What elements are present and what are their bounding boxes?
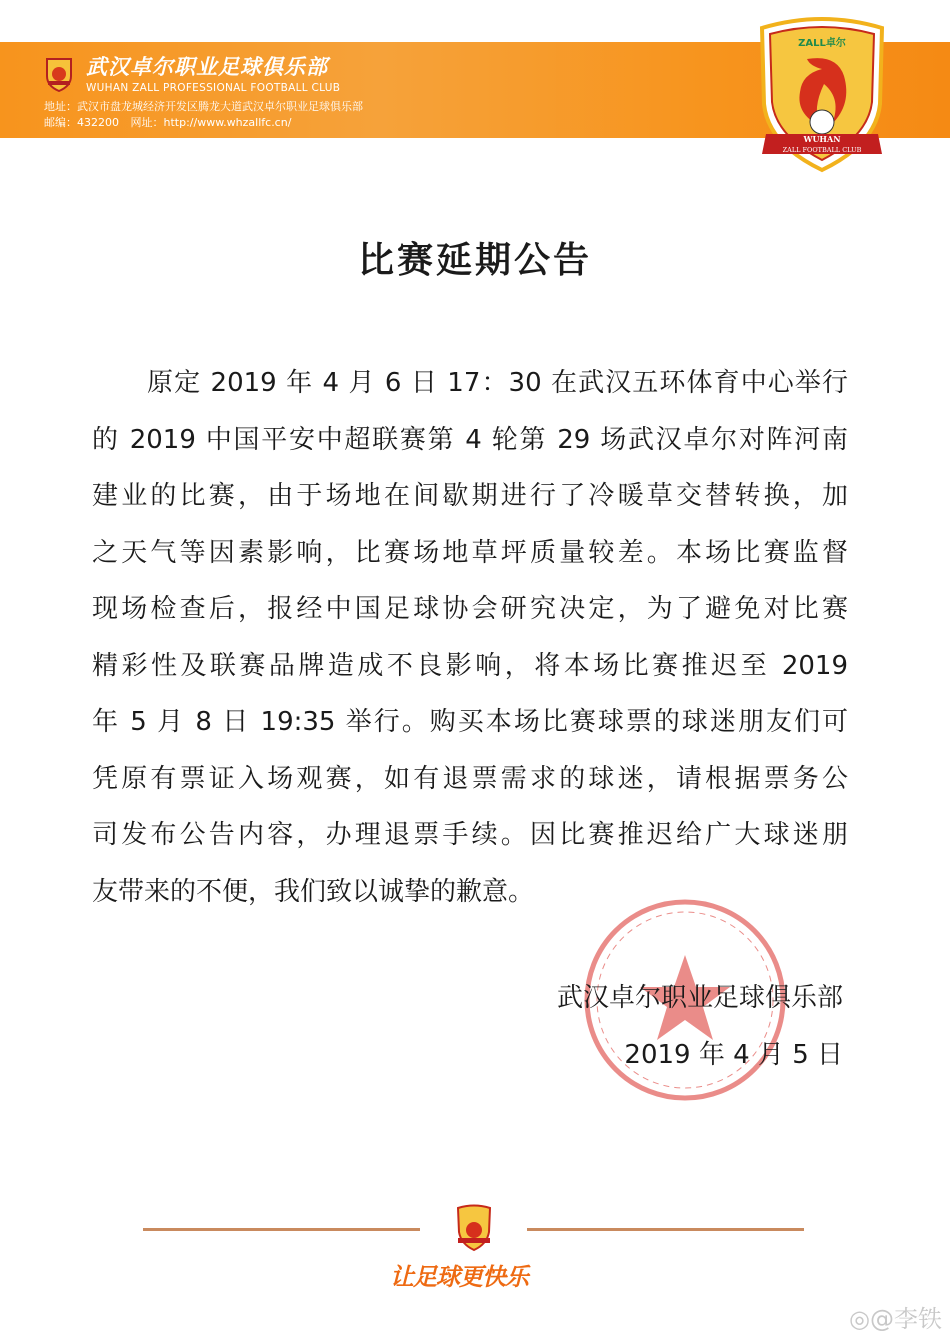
footer-slogan: 让足球更快乐 <box>390 1263 528 1291</box>
club-name-en: WUHAN ZALL PROFESSIONAL FOOTBALL CLUB <box>86 82 341 94</box>
body-line: 之天气等因素影响，比赛场地草坪质量较差。本场比赛监督 <box>92 537 848 568</box>
body-line: 原定 2019 年 4 月 6 日 17：30 在武汉五环体育中心举行 <box>147 368 848 398</box>
notice-body <box>92 355 848 920</box>
badge-sponsor-text: ZALL卓尔 <box>798 38 846 49</box>
weibo-icon: ◎ <box>849 1305 870 1333</box>
club-address: 地址：武汉市盘龙城经济开发区腾龙大道武汉卓尔职业足球俱乐部 <box>44 100 363 113</box>
footer-rule-left <box>143 1228 420 1231</box>
body-line: 年 5 月 8 日 19:35 举行。购买本场比赛球票的球迷朋友们可 <box>92 707 848 737</box>
watermark-text: @李铁 <box>870 1305 942 1333</box>
club-name-cn: 武汉卓尔职业足球俱乐部 <box>86 55 328 79</box>
body-line: 现场检查后，报经中国足球协会研究决定，为了避免对比赛 <box>92 594 848 624</box>
club-crest-icon <box>752 14 892 174</box>
badge-city-text: WUHAN <box>803 134 841 144</box>
body-line: 司发布公告内容，办理退票手续。因比赛推迟给广大球迷朋 <box>92 820 848 850</box>
body-line: 精彩性及联赛品牌造成不良影响，将本场比赛推迟至 2019 <box>92 650 848 681</box>
footer-rule-right <box>527 1228 804 1231</box>
club-crest-small-icon <box>44 56 74 92</box>
club-contact <box>44 99 363 131</box>
club-postcode: 邮编：432200 <box>44 116 119 129</box>
signature-date: 2019 年 4 月 5 日 <box>624 1040 843 1070</box>
body-line: 建业的比赛，由于场地在间歇期进行了冷暖草交替转换，加 <box>92 481 848 511</box>
badge-club-text: ZALL FOOTBALL CLUB <box>782 146 862 154</box>
body-line: 的 2019 中国平安中超联赛第 4 轮第 29 场武汉卓尔对阵河南 <box>92 424 848 455</box>
notice-title: 比赛延期公告 <box>357 239 592 281</box>
signature-club: 武汉卓尔职业足球俱乐部 <box>556 983 843 1013</box>
club-crest-footer-icon <box>454 1204 494 1252</box>
signature-block <box>557 970 843 1084</box>
club-website: 网址：http://www.whzallfc.cn/ <box>130 116 292 129</box>
weibo-watermark <box>849 1304 942 1334</box>
body-line: 凭原有票证入场观赛，如有退票需求的球迷，请根据票务公 <box>92 763 848 794</box>
body-line: 友带来的不便，我们致以诚挚的歉意。 <box>92 876 535 907</box>
